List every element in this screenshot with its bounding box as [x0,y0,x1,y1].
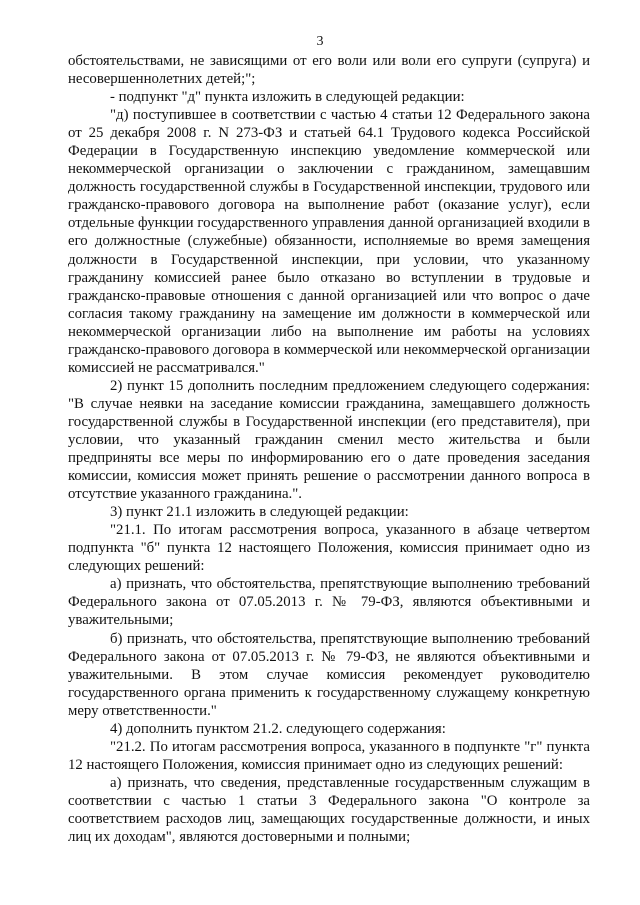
paragraph-point-15: 2) пункт 15 дополнить последним предложением следующего содержания: "В случае неявки на заседание комиссии гражданина, замещавшего должность государственной службы в Государственной инспекции (его представителя), при условии, что указанный гражданин сменил место жительства и были предприняты все меры по информированию его о дате проведения заседания комиссии, комиссия может принять решение о рассмотрении данного вопроса в отсутствие указанного гражданина.". [68,377,590,503]
paragraph-point-21-2-text: "21.2. По итогам рассмотрения вопроса, указанного в подпункте "г" пункта 12 настоящего Положения, комиссия принимает одно из следующих решений: [68,738,590,773]
page-number: 3 [316,34,324,49]
paragraph-point-21-2-a: а) признать, что сведения, представленные государственным служащим в соответствии с частью 1 статьи 3 Федерального закона "О контроле за соответствием расходов лиц, замещающих государственные должности, и иных лиц их доходам", являются достоверными и полными; [68,774,590,846]
paragraph-subpoint-d-intro: - подпункт "д" пункта изложить в следующей редакции: [110,89,465,106]
document-body [68,52,590,846]
paragraph-point-21-1-text: "21.1. По итогам рассмотрения вопроса, указанного в абзаце четвертом подпункта "б" пункта 12 настоящего Положения, комиссия принимает одно из следующих решений: [68,522,590,575]
paragraph-point-21-2-intro: 4) дополнить пунктом 21.2. следующего содержания: [110,720,446,737]
paragraph-subpoint-d-text: "д) поступившее в соответствии с частью 4 статьи 12 Федерального закона от 25 декабря 2008 г. N 273-ФЗ и статьей 64.1 Трудового кодекса Российской Федерации в Государственную инспекцию уведомление коммерческой или некоммерческой организации о заключении с гражданином, замещавшим должность государственной службы в Государственной инспекции, трудового или гражданско-правового договора на выполнение работ (оказание услуг), если отдельные функции государственного управления данной организацией входили в его должностные (служебные) обязанности, исполняемые во время замещения должности в Государственной инспекции, при условии, что указанному гражданину комиссией ранее было отказано во вступлении в трудовые и гражданско-правовые отношения с данной организацией или что вопрос о даче согласия такому гражданину на замещение им должности в коммерческой или некоммерческой организации либо на выполнение им работы на условиях гражданско-правового договора в коммерческой или некоммерческой организации комиссией не рассматривался." [68,107,590,376]
paragraph-point-21-1-intro: 3) пункт 21.1 изложить в следующей редакции: [110,504,409,521]
paragraph-point-21-1-b: б) признать, что обстоятельства, препятствующие выполнению требований Федерального закона от 07.05.2013 г. № 79-ФЗ, не являются объективными и уважительными. В этом случае комиссия рекомендует руководителю государственного органа применить к государственному служащему конкретную меру ответственности." [68,630,590,719]
paragraph-continuation: обстоятельствами, не зависящими от его воли или воли его супруги (супруга) и несовершеннолетних детей;"; [68,53,590,88]
paragraph-point-21-1-a: а) признать, что обстоятельства, препятствующие выполнению требований Федерального закона от 07.05.2013 г. № 79-ФЗ, являются объективными и уважительными; [68,576,590,629]
